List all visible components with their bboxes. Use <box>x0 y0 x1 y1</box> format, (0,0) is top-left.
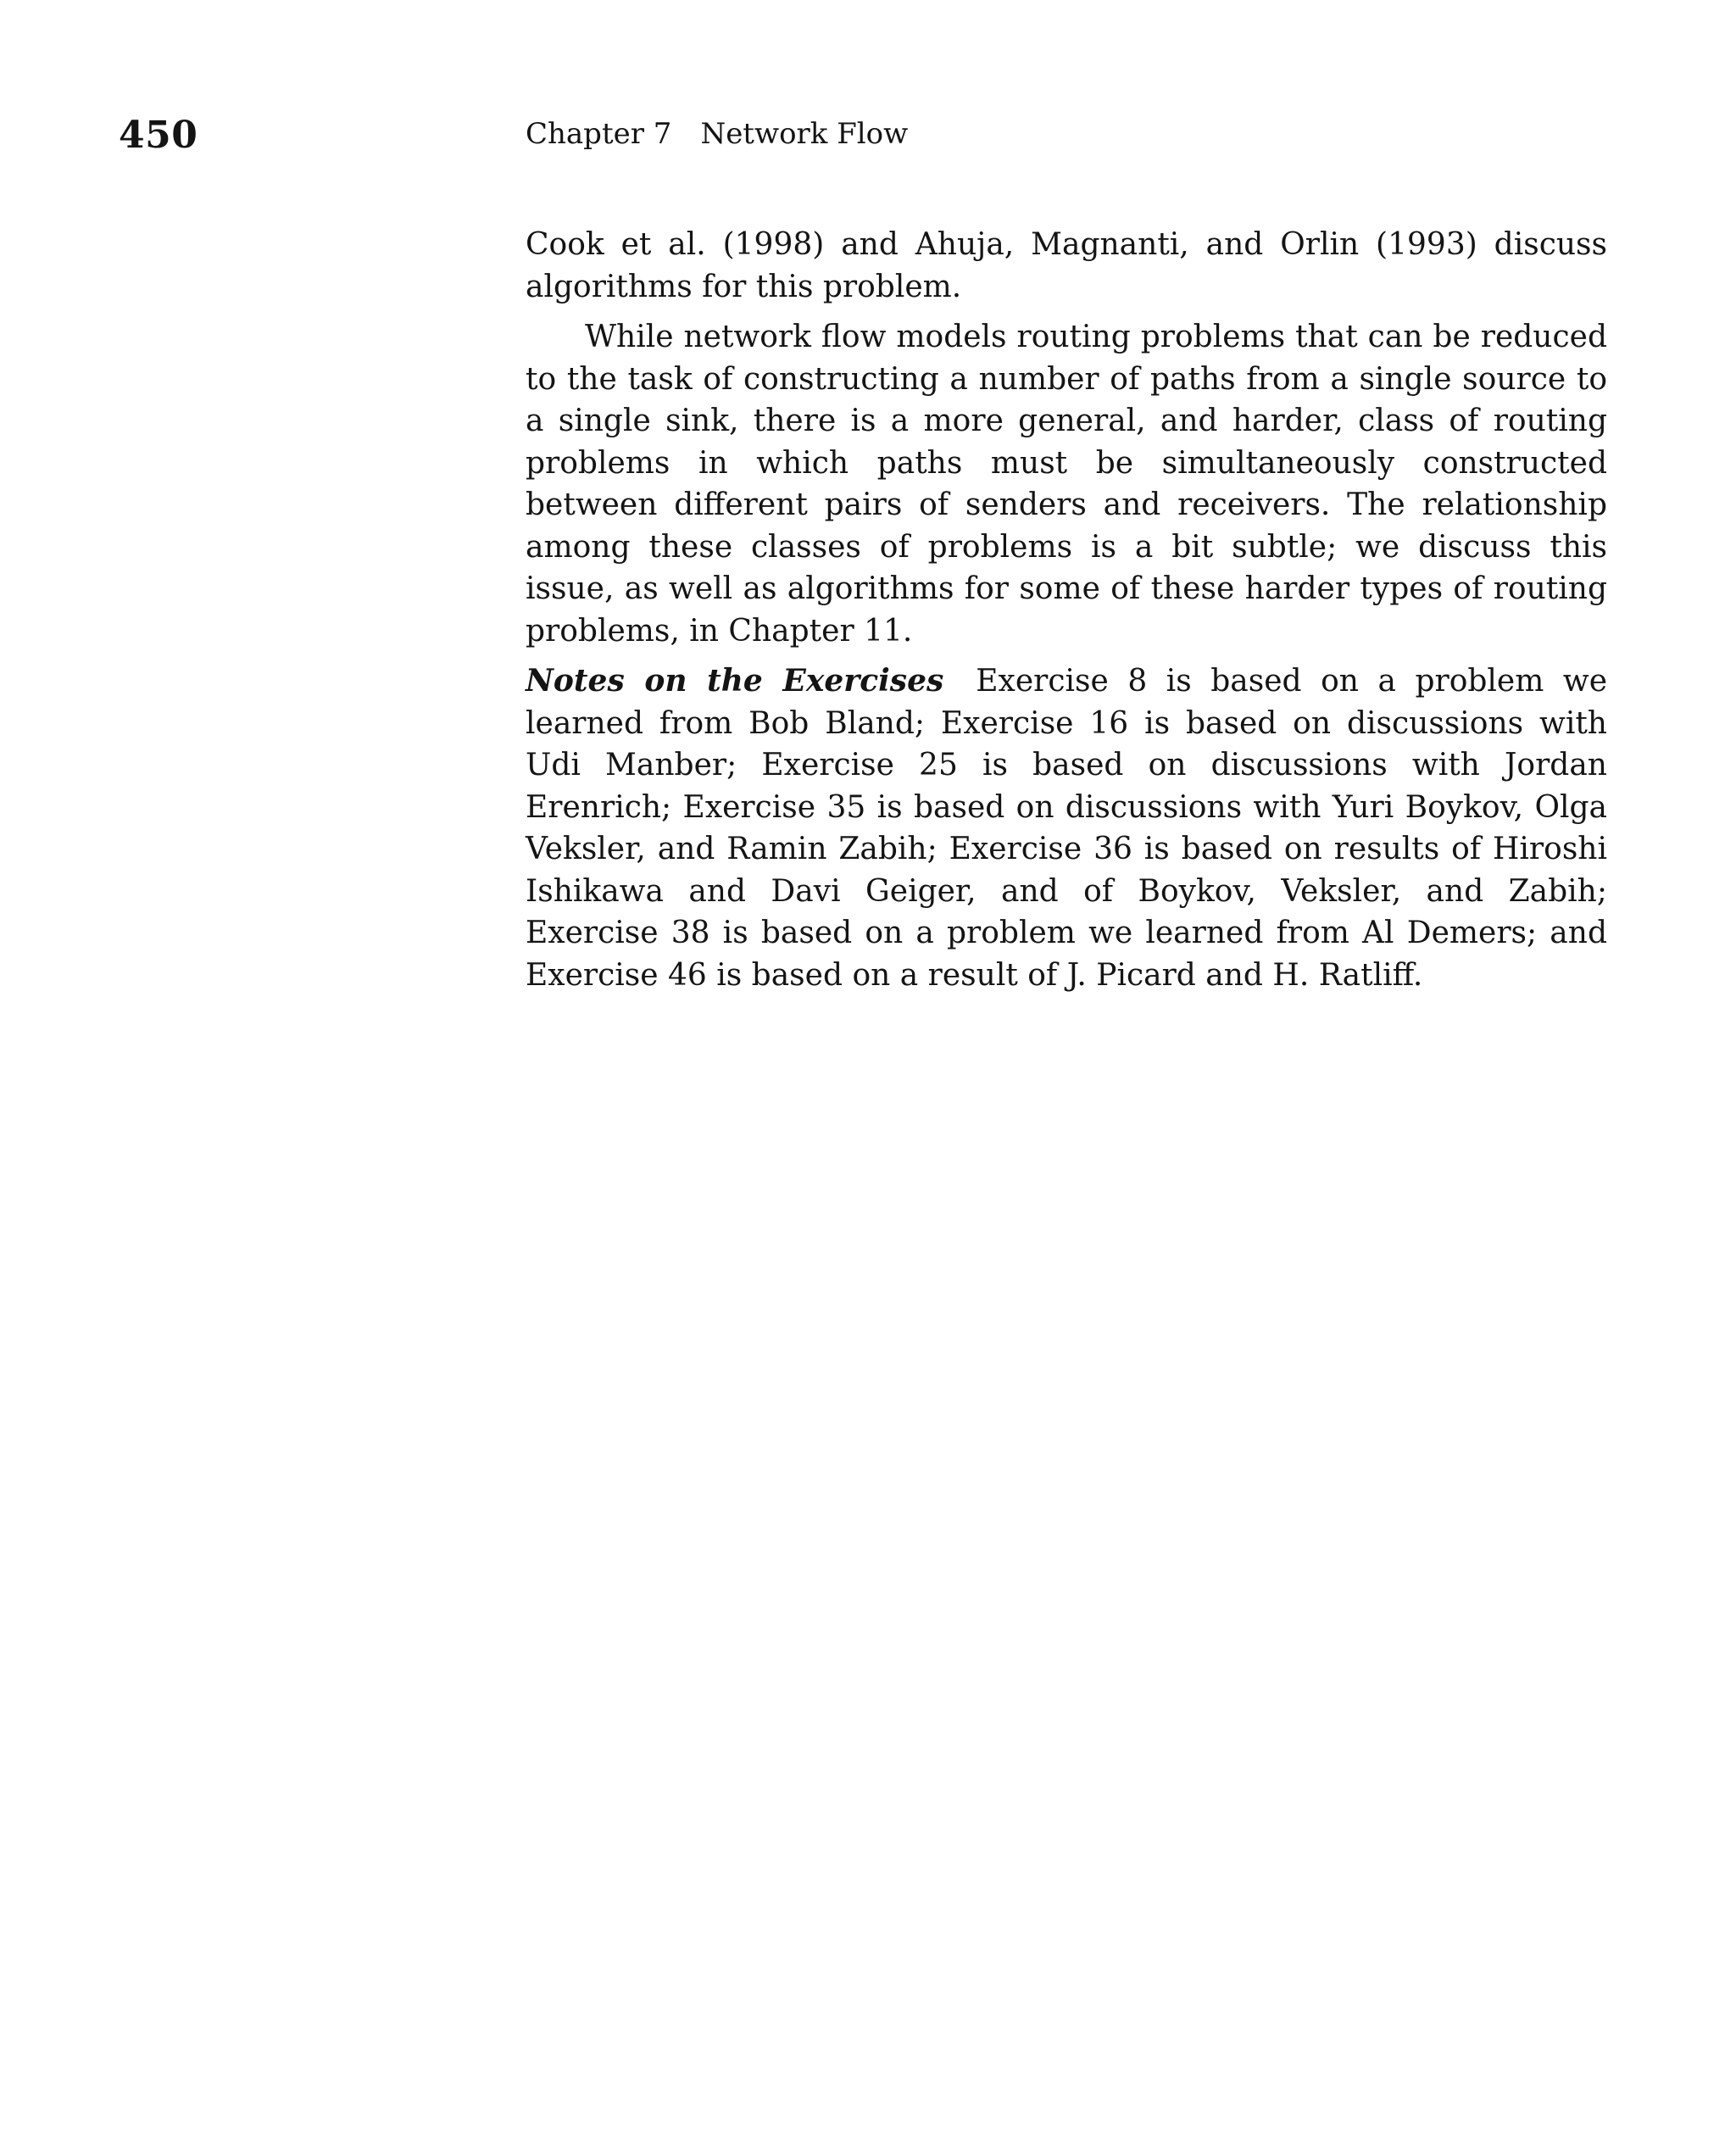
page-number: 450 <box>119 114 198 157</box>
paragraph: Cook et al. (1998) and Ahuja, Magnanti, and Orlin (1993) discuss algorithms for this problem. <box>526 227 1607 304</box>
chapter-label: Chapter 7 <box>526 117 672 151</box>
notes-heading: Notes on the Exercises <box>526 663 944 699</box>
main-text <box>526 224 1607 1005</box>
notes-text: Exercise 8 is based on a problem we learned from Bob Bland; Exercise 16 is based on discussions with Udi Manber; Exercise 25 is based on discussions with Jordan Erenrich; Exercise 35 is based on discussions with Yuri Boykov, Olga Veksler, and Ramin Zabih; Exercise 36 is based on results of Hiroshi Ishikawa and Davi Geiger, and of Boykov, Veksler, and Zabih; Exercise 38 is based on a problem we learned from Al Demers; and Exercise 46 is based on a result of J. Picard and H. Ratliff. <box>526 664 1608 993</box>
running-head <box>526 117 908 151</box>
chapter-title: Network Flow <box>700 117 909 151</box>
paragraph: While network flow models routing problems that can be reduced to the task of constructing a number of paths from a single source to a single sink, there is a more general, and harder, class of routing problems in which paths must be simultaneously constructed between different pairs of senders and receivers. The relationship among these classes of problems is a bit subtle; we discuss this issue, as well as algorithms for some of these harder types of routing problems, in Chapter 11. <box>526 320 1607 649</box>
notes-paragraph <box>526 660 1607 996</box>
